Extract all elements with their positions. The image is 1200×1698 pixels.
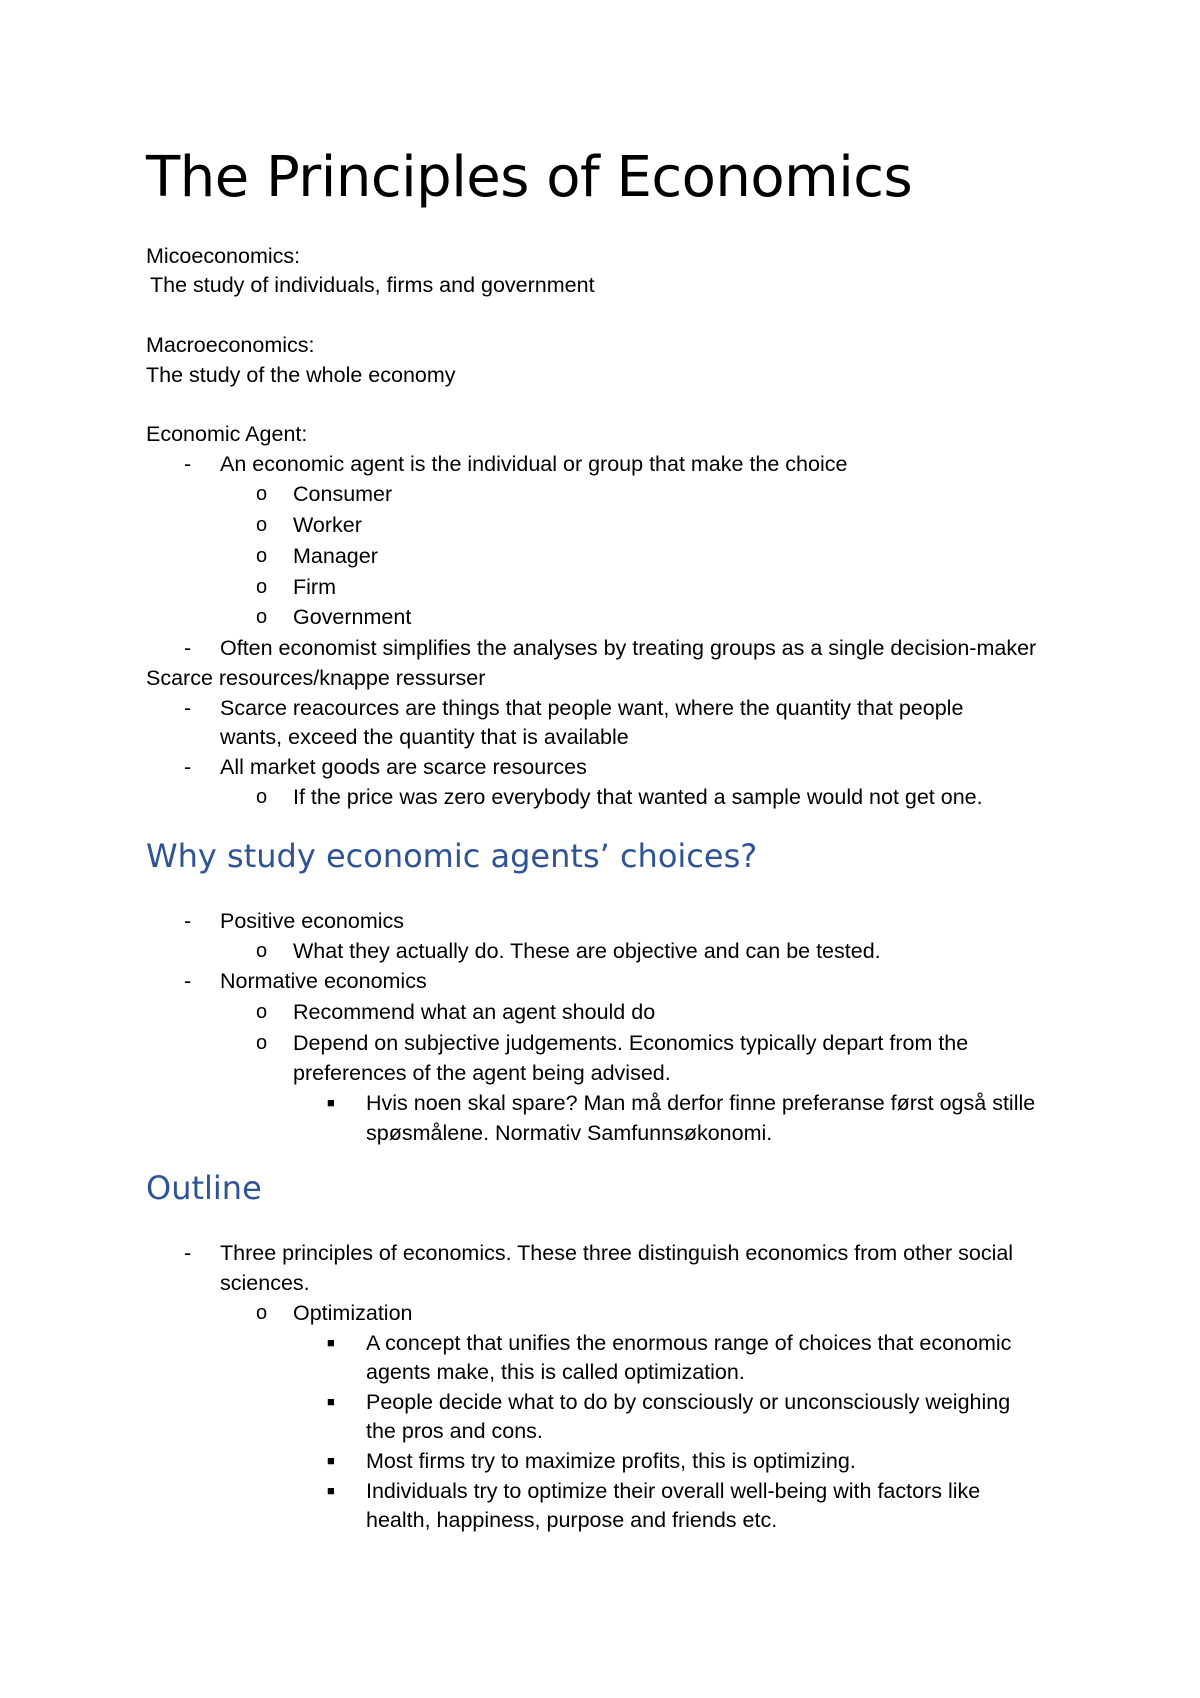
list-item: Three principles of economics. These three distinguish economics from other social xyxy=(220,1241,1014,1265)
square-bullet: ■ xyxy=(327,1483,335,1498)
dash-bullet: - xyxy=(184,696,192,720)
list-subitem: If the price was zero everybody that wanted a sample would not get one. xyxy=(293,785,983,809)
list-subsubitem-continued: agents make, this is called optimization. xyxy=(366,1360,745,1384)
micro-definition: The study of individuals, firms and government xyxy=(150,273,595,297)
circle-bullet: o xyxy=(256,786,268,808)
list-subsubitem-continued: spøsmålene. Normativ Samfunnsøkonomi. xyxy=(366,1121,773,1145)
circle-bullet: o xyxy=(256,545,268,567)
list-subsubitem: Hvis noen skal spare? Man må derfor finne preferanse først også stille xyxy=(366,1091,1036,1115)
list-subsubitem-continued: health, happiness, purpose and friends etc. xyxy=(366,1508,778,1532)
list-subitem: Depend on subjective judgements. Economics typically depart from the xyxy=(293,1031,969,1055)
list-subsubitem: Individuals try to optimize their overall well-being with factors like xyxy=(366,1479,981,1503)
dash-bullet: - xyxy=(184,755,192,779)
macro-definition: The study of the whole economy xyxy=(146,363,456,387)
list-item: All market goods are scarce resources xyxy=(220,755,587,779)
list-subitem: Recommend what an agent should do xyxy=(293,1000,656,1024)
circle-bullet: o xyxy=(256,1001,268,1023)
agent-type-item: Manager xyxy=(293,544,378,568)
square-bullet: ■ xyxy=(327,1095,335,1110)
scarce-label: Scarce resources/knappe ressurser xyxy=(146,666,486,690)
dash-bullet: - xyxy=(184,969,192,993)
list-item: Often economist simplifies the analyses by treating groups as a single decision-maker xyxy=(220,636,1037,660)
dash-bullet: - xyxy=(184,909,192,933)
list-subitem-continued: preferences of the agent being advised. xyxy=(293,1061,671,1085)
dash-bullet: - xyxy=(184,636,192,660)
square-bullet: ■ xyxy=(327,1453,335,1468)
agent-type-item: Firm xyxy=(293,575,336,599)
circle-bullet: o xyxy=(256,1302,268,1324)
square-bullet: ■ xyxy=(327,1394,335,1409)
list-subsubitem: A concept that unifies the enormous range of choices that economic xyxy=(366,1331,1012,1355)
agent-type-item: Government xyxy=(293,605,412,629)
agent-label: Economic Agent: xyxy=(146,422,308,446)
list-item-continued: sciences. xyxy=(220,1271,310,1295)
circle-bullet: o xyxy=(256,514,268,536)
list-item: Scarce reacources are things that people want, where the quantity that people xyxy=(220,696,964,720)
circle-bullet: o xyxy=(256,576,268,598)
square-bullet: ■ xyxy=(327,1335,335,1350)
circle-bullet: o xyxy=(256,940,268,962)
list-subitem: What they actually do. These are objective and can be tested. xyxy=(293,939,881,963)
heading-outline: Outline xyxy=(146,1169,262,1207)
circle-bullet: o xyxy=(256,483,268,505)
document-title: The Principles of Economics xyxy=(146,145,913,210)
list-subitem: Optimization xyxy=(293,1301,413,1325)
list-item: An economic agent is the individual or group that make the choice xyxy=(220,452,848,476)
micro-label: Micoeconomics: xyxy=(146,244,301,268)
agent-type-item: Consumer xyxy=(293,482,393,506)
circle-bullet: o xyxy=(256,1032,268,1054)
list-subsubitem: People decide what to do by consciously or unconsciously weighing xyxy=(366,1390,1011,1414)
list-item: Positive economics xyxy=(220,909,405,933)
list-item-continued: wants, exceed the quantity that is available xyxy=(220,725,629,749)
agent-type-item: Worker xyxy=(293,513,362,537)
macro-label: Macroeconomics: xyxy=(146,333,315,357)
list-subsubitem-continued: the pros and cons. xyxy=(366,1419,543,1443)
list-item: Normative economics xyxy=(220,969,427,993)
list-subsubitem: Most firms try to maximize profits, this is optimizing. xyxy=(366,1449,856,1473)
dash-bullet: - xyxy=(184,1241,192,1265)
dash-bullet: - xyxy=(184,452,192,476)
heading-why-study: Why study economic agents’ choices? xyxy=(146,837,758,875)
circle-bullet: o xyxy=(256,606,268,628)
